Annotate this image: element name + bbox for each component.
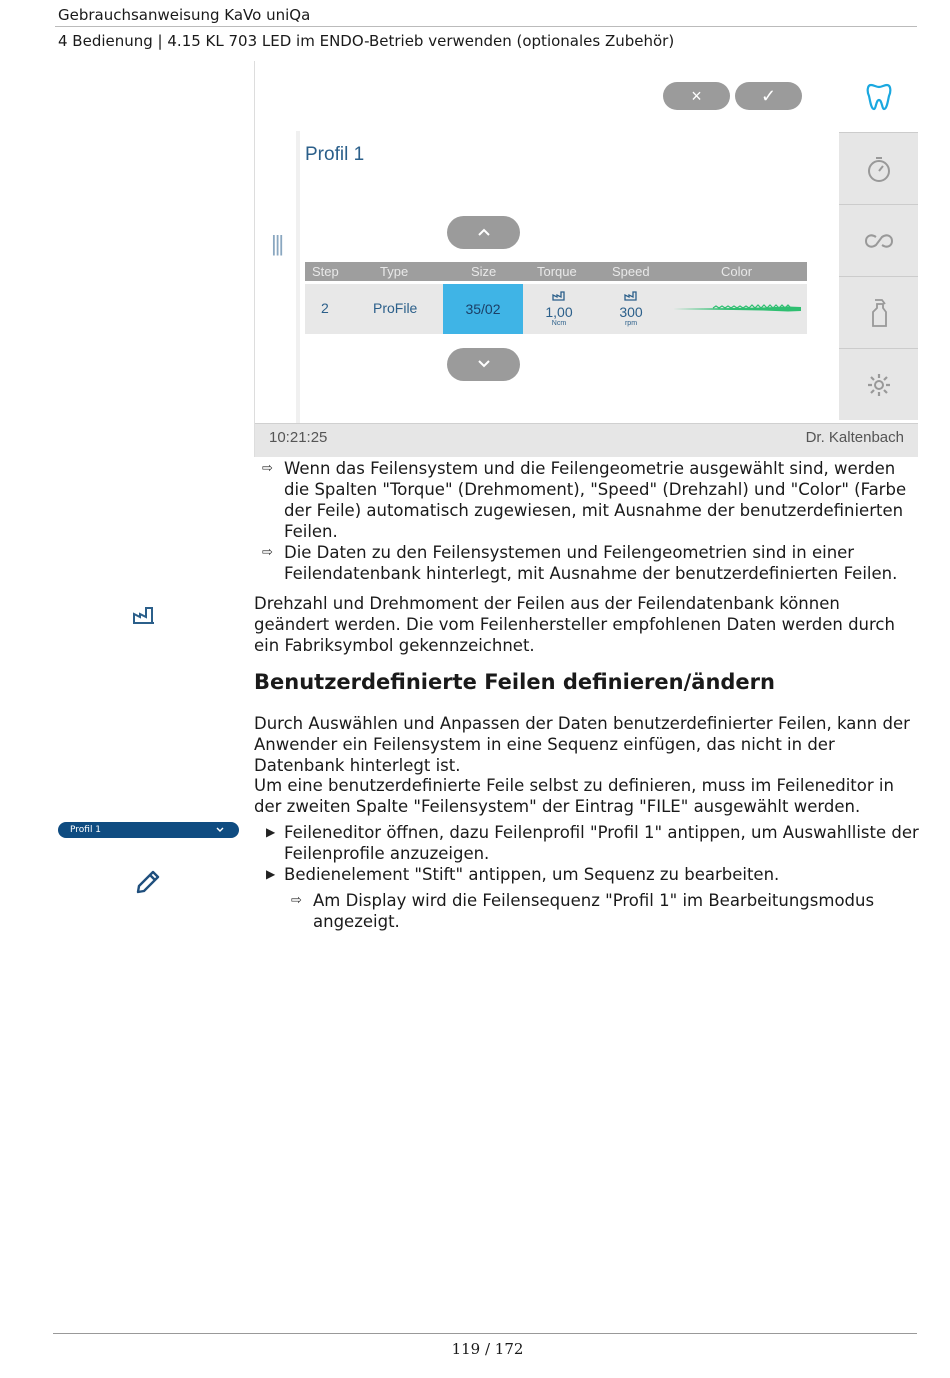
step-text-2: Bedienelement "Stift" antippen, um Sequenz zu bearbeiten. [284, 865, 780, 884]
cell-speed[interactable] [613, 288, 649, 327]
gear-icon [866, 372, 892, 398]
step-result-text: Am Display wird die Feilensequenz "Profil 1" im Bearbeitungsmodus angezeigt. [313, 891, 875, 931]
cell-type: ProFile [373, 300, 418, 316]
loop-tab[interactable] [839, 204, 918, 276]
cell-torque[interactable] [541, 288, 577, 327]
result-text-2: Die Daten zu den Feilensystemen und Feilengeometrien sind in einer Feilendatenbank hinterlegt, mit Ausnahme der benutzerdefinierten Feilen. [284, 543, 898, 583]
scroll-down-button[interactable] [447, 348, 520, 381]
user-name: Dr. Kaltenbach [805, 429, 904, 446]
document-title: Gebrauchsanweisung KaVo uniQa [58, 6, 311, 24]
spray-bottle-icon [869, 298, 889, 328]
col-speed: Speed [612, 264, 650, 279]
stopwatch-icon [865, 155, 893, 183]
paragraph-custom-1: Durch Auswählen und Anpassen der Daten benutzerdefinierter Feilen, kann der Anwender ein Feilensystem in eine Sequenz einfügen, das nicht in der Datenbank hinterlegt ist. [254, 714, 910, 775]
table-header [305, 262, 807, 281]
col-type: Type [380, 264, 409, 279]
speed-unit: rpm [624, 320, 638, 327]
chevron-down-icon [477, 359, 491, 369]
clock: 10:21:25 [269, 429, 328, 446]
col-size: Size [471, 264, 497, 279]
breadcrumb: 4 Bedienung | 4.15 KL 703 LED im ENDO-Betrieb verwenden (optionales Zubehör) [58, 32, 675, 50]
col-torque: Torque [537, 264, 577, 279]
confirm-button[interactable]: ✓ [735, 82, 802, 110]
profile-dropdown[interactable] [58, 822, 239, 838]
step-bullet-icon: ▶ [266, 867, 276, 881]
result-text-1: Wenn das Feilensystem und die Feilengeometrie ausgewählt sind, werden die Spalten "Torque" (Drehmoment), "Speed" (Drehzahl) und "Color" (Farbe der Feile) automatisch zugewiesen, mit Ausnahme der benutzerdefinierten Feilen. [284, 459, 907, 541]
cell-step: 2 [321, 300, 329, 316]
speed-value: 300 [619, 304, 643, 320]
col-color: Color [721, 264, 753, 279]
device-screenshot [254, 61, 918, 457]
result-arrow-icon: ⇨ [262, 545, 273, 560]
pen-icon [134, 868, 162, 896]
factory-icon [132, 603, 156, 625]
timer-tab[interactable] [839, 132, 918, 204]
step-bullet-icon: ▶ [266, 825, 276, 839]
section-title: Benutzerdefinierte Feilen definieren/ändern [254, 670, 775, 694]
tooth-tab[interactable] [839, 61, 918, 132]
tooth-icon [866, 82, 892, 112]
header-divider [55, 26, 917, 27]
page-number: 119 / 172 [451, 1340, 524, 1358]
loop-icon [864, 233, 894, 249]
torque-unit: Ncm [551, 320, 567, 327]
result-arrow-icon: ⇨ [262, 461, 273, 476]
scroll-up-button[interactable] [447, 216, 520, 249]
paragraph-factory: Drehzahl und Drehmoment der Feilen aus der Feilendatenbank können geändert werden. Die vom Feilenhersteller empfohlenen Daten werden durch ein Fabriksymbol gekennzeichnet. [254, 594, 895, 655]
spray-tab[interactable] [839, 276, 918, 348]
step-text-1: Feileneditor öffnen, dazu Feilenprofil "Profil 1" antippen, um Auswahlliste der Feilenprofile anzuzeigen. [284, 823, 919, 863]
cancel-button[interactable]: × [663, 82, 730, 110]
torque-value: 1,00 [545, 304, 573, 320]
file-color-swatch [673, 302, 803, 316]
result-arrow-icon: ⇨ [291, 893, 302, 908]
settings-tab[interactable] [839, 348, 918, 420]
side-toolbar [839, 61, 918, 423]
profile-name[interactable]: Profil 1 [305, 144, 365, 165]
cell-size[interactable]: 35/02 [443, 284, 523, 334]
factory-icon [624, 290, 638, 301]
chevron-up-icon [477, 227, 491, 237]
factory-icon [552, 290, 566, 301]
table-row[interactable] [305, 284, 807, 334]
drag-handle-icon[interactable]: ||| [271, 231, 283, 256]
paragraph-custom-2: Um eine benutzerdefinierte Feile selbst zu definieren, muss im Feileneditor in der zweiten Spalte "Feilensystem" der Eintrag "FILE" ausgewählt werden. [254, 776, 894, 816]
chevron-down-icon [216, 827, 224, 833]
col-step: Step [312, 264, 339, 279]
dropdown-label: Profil 1 [70, 825, 102, 835]
panel-edge [296, 131, 300, 423]
footer-divider [53, 1333, 917, 1334]
